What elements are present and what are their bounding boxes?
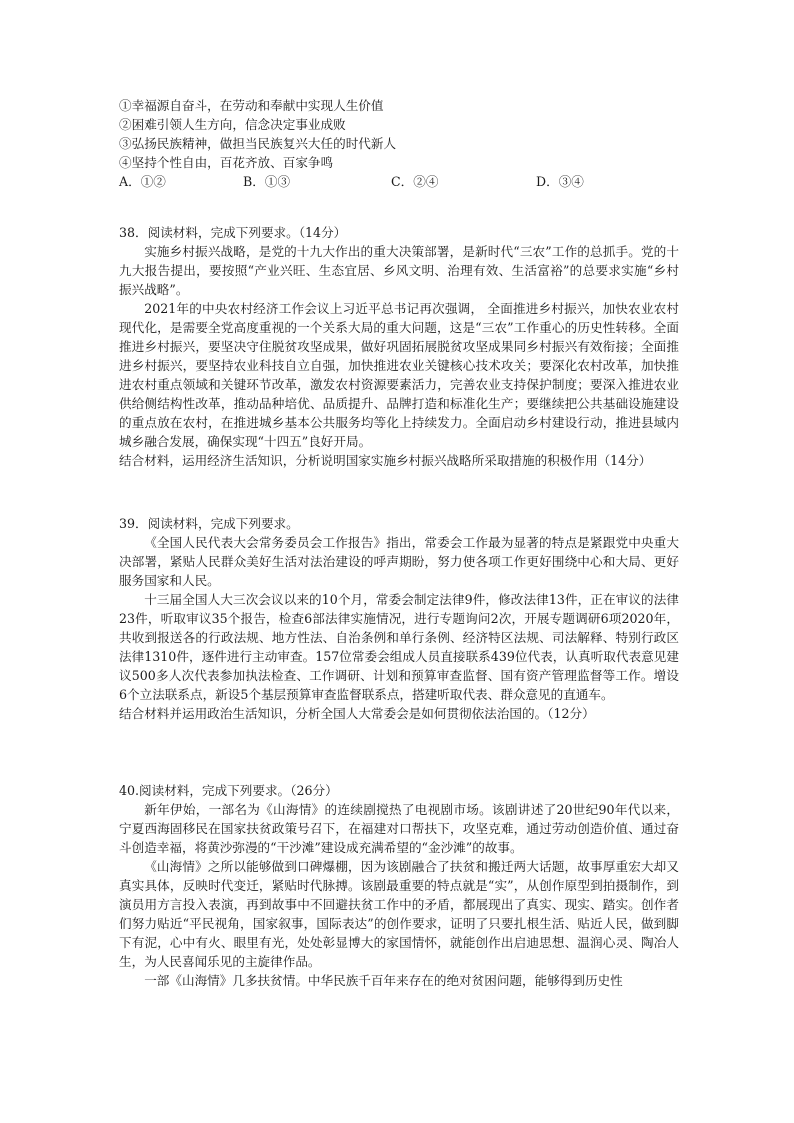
option-c: C．②④	[391, 174, 439, 189]
previous-question-statements	[119, 96, 679, 191]
question-38-header: 38．阅读材料，完成下列要求。（14分）	[119, 225, 347, 240]
statement-2: ②困难引领人生方向，信念决定事业成败	[119, 117, 346, 132]
question-40-paragraph-1: 新年伊始，一部名为《山海情》的连续剧搅热了电视剧市场。该剧讲述了20世纪90年代以来，宁夏西海固移民在国家扶贫政策号召下，在福建对口帮扶下，攻坚克难，通过劳动创造价值、通过奋斗创造幸福，将黄沙弥漫的“干沙滩”建设成充满希望的“金沙滩”的故事。	[119, 802, 679, 855]
question-40-paragraph-3: 一部《山海情》几多扶贫情。中华民族千百年来存在的绝对贫困问题，能够得到历史性	[144, 973, 623, 988]
answer-options	[119, 172, 679, 191]
statement-1: ①幸福源自奋斗，在劳动和奉献中实现人生价值	[119, 98, 384, 113]
option-d: D．③④	[536, 174, 584, 189]
question-39	[119, 514, 679, 723]
question-40-header: 40.阅读材料，完成下列要求。（26分）	[119, 783, 338, 798]
statement-4: ④坚持个性自由，百花齐放、百家争鸣	[119, 155, 334, 170]
question-38-task: 结合材料，运用经济生活知识，分析说明国家实施乡村振兴战略所采取措施的积极作用（14分）	[119, 453, 652, 468]
question-39-paragraph-1: 《全国人民代表大会常务委员会工作报告》指出，常委会工作最为显著的特点是紧跟党中央重大决部署，紧贴人民群众美好生活对法治建设的呼声期盼，努力使各项工作更好围绕中心和大局、更好服务国家和人民。	[119, 535, 679, 588]
statement-3: ③弘扬民族精神，做担当民族复兴大任的时代新人	[119, 136, 397, 151]
option-b: B．①③	[243, 174, 291, 189]
question-40-paragraph-2: 《山海情》之所以能够做到口碑爆棚，因为该剧融合了扶贫和搬迁两大话题，故事厚重宏大却又真实具体，反映时代变迁，紧贴时代脉搏。该剧最重要的特点就是“实”，从创作原型到拍摄制作，到演员用方言投入表演，再到故事中不回避扶贫工作中的矛盾，都展现出了真实、现实、踏实。创作者们努力贴近“平民视角，国家叙事，国际表达”的创作要求，证明了只要扎根生活、贴近人民，做到脚下有泥，心中有火、眼里有光，处处彰显博大的家国情怀，就能创作出启迪思想、温润心灵、陶冶人生，为人民喜闻乐见的主旋律作品。	[119, 859, 679, 969]
question-39-header: 39．阅读材料，完成下列要求。	[119, 516, 299, 531]
exam-page	[119, 96, 679, 990]
question-38	[119, 223, 679, 470]
question-39-task: 结合材料并运用政治生活知识，分析全国人大常委会是如何贯彻依法治国的。（12分）	[119, 706, 595, 721]
option-a: A．①②	[119, 174, 166, 189]
question-39-paragraph-2: 十三届全国人大三次会议以来的10个月，常委会制定法律9件，修改法律13件，正在审议的法律23件，听取审议35个报告，检查6部法律实施情况，进行专题询问2次，开展专题调研6项2020年，共收到报送各的行政法规、地方性法、自治条例和单行条例、经济特区法规、司法解释、特别行政区法律1310件，逐件进行主动审查。157位常委会组成人员直接联系439位代表，认真听取代表意见建议500多人次代表参加执法检查、工作调研、计划和预算审查监督、国有资产管理监督等工作。增设6个立法联系点，新设5个基层预算审查监督联系点，搭建听取代表、群众意见的直通车。	[119, 592, 679, 702]
question-38-paragraph-1: 实施乡村振兴战略，是党的十九大作出的重大决策部署，是新时代“三农”工作的总抓手。党的十九大报告提出，要按照“产业兴旺、生态宜居、乡风文明、治理有效、生活富裕”的总要求实施“乡村振兴战略”。	[119, 244, 679, 297]
question-38-paragraph-2: 2021年的中央农村经济工作会议上习近平总书记再次强调， 全面推进乡村振兴，加快农业农村现代化，是需要全党高度重视的一个关系大局的重大问题，这是“三农”工作重心的历史性转移。全面推进乡村振兴，要坚决守住脱贫攻坚成果，做好巩固拓展脱贫攻坚成果同乡村振兴有效衔接；全面推进乡村振兴，要坚持农业科技自立自强，加快推进农业关键核心技术攻关；要深化农村改革，加快推进农村重点领域和关键环节改革，激发农村资源要素活力，完善农业支持保护制度；要深入推进农业供给侧结构性改革，推动品种培优、品质提升、品牌打造和标准化生产；要继续把公共基础设施建设的重点放在农村，在推进城乡基本公共服务均等化上持续发力。全面启动乡村建设行动，推进县域内城乡融合发展，确保实现“十四五”良好开局。	[119, 301, 679, 449]
question-40	[119, 781, 679, 990]
